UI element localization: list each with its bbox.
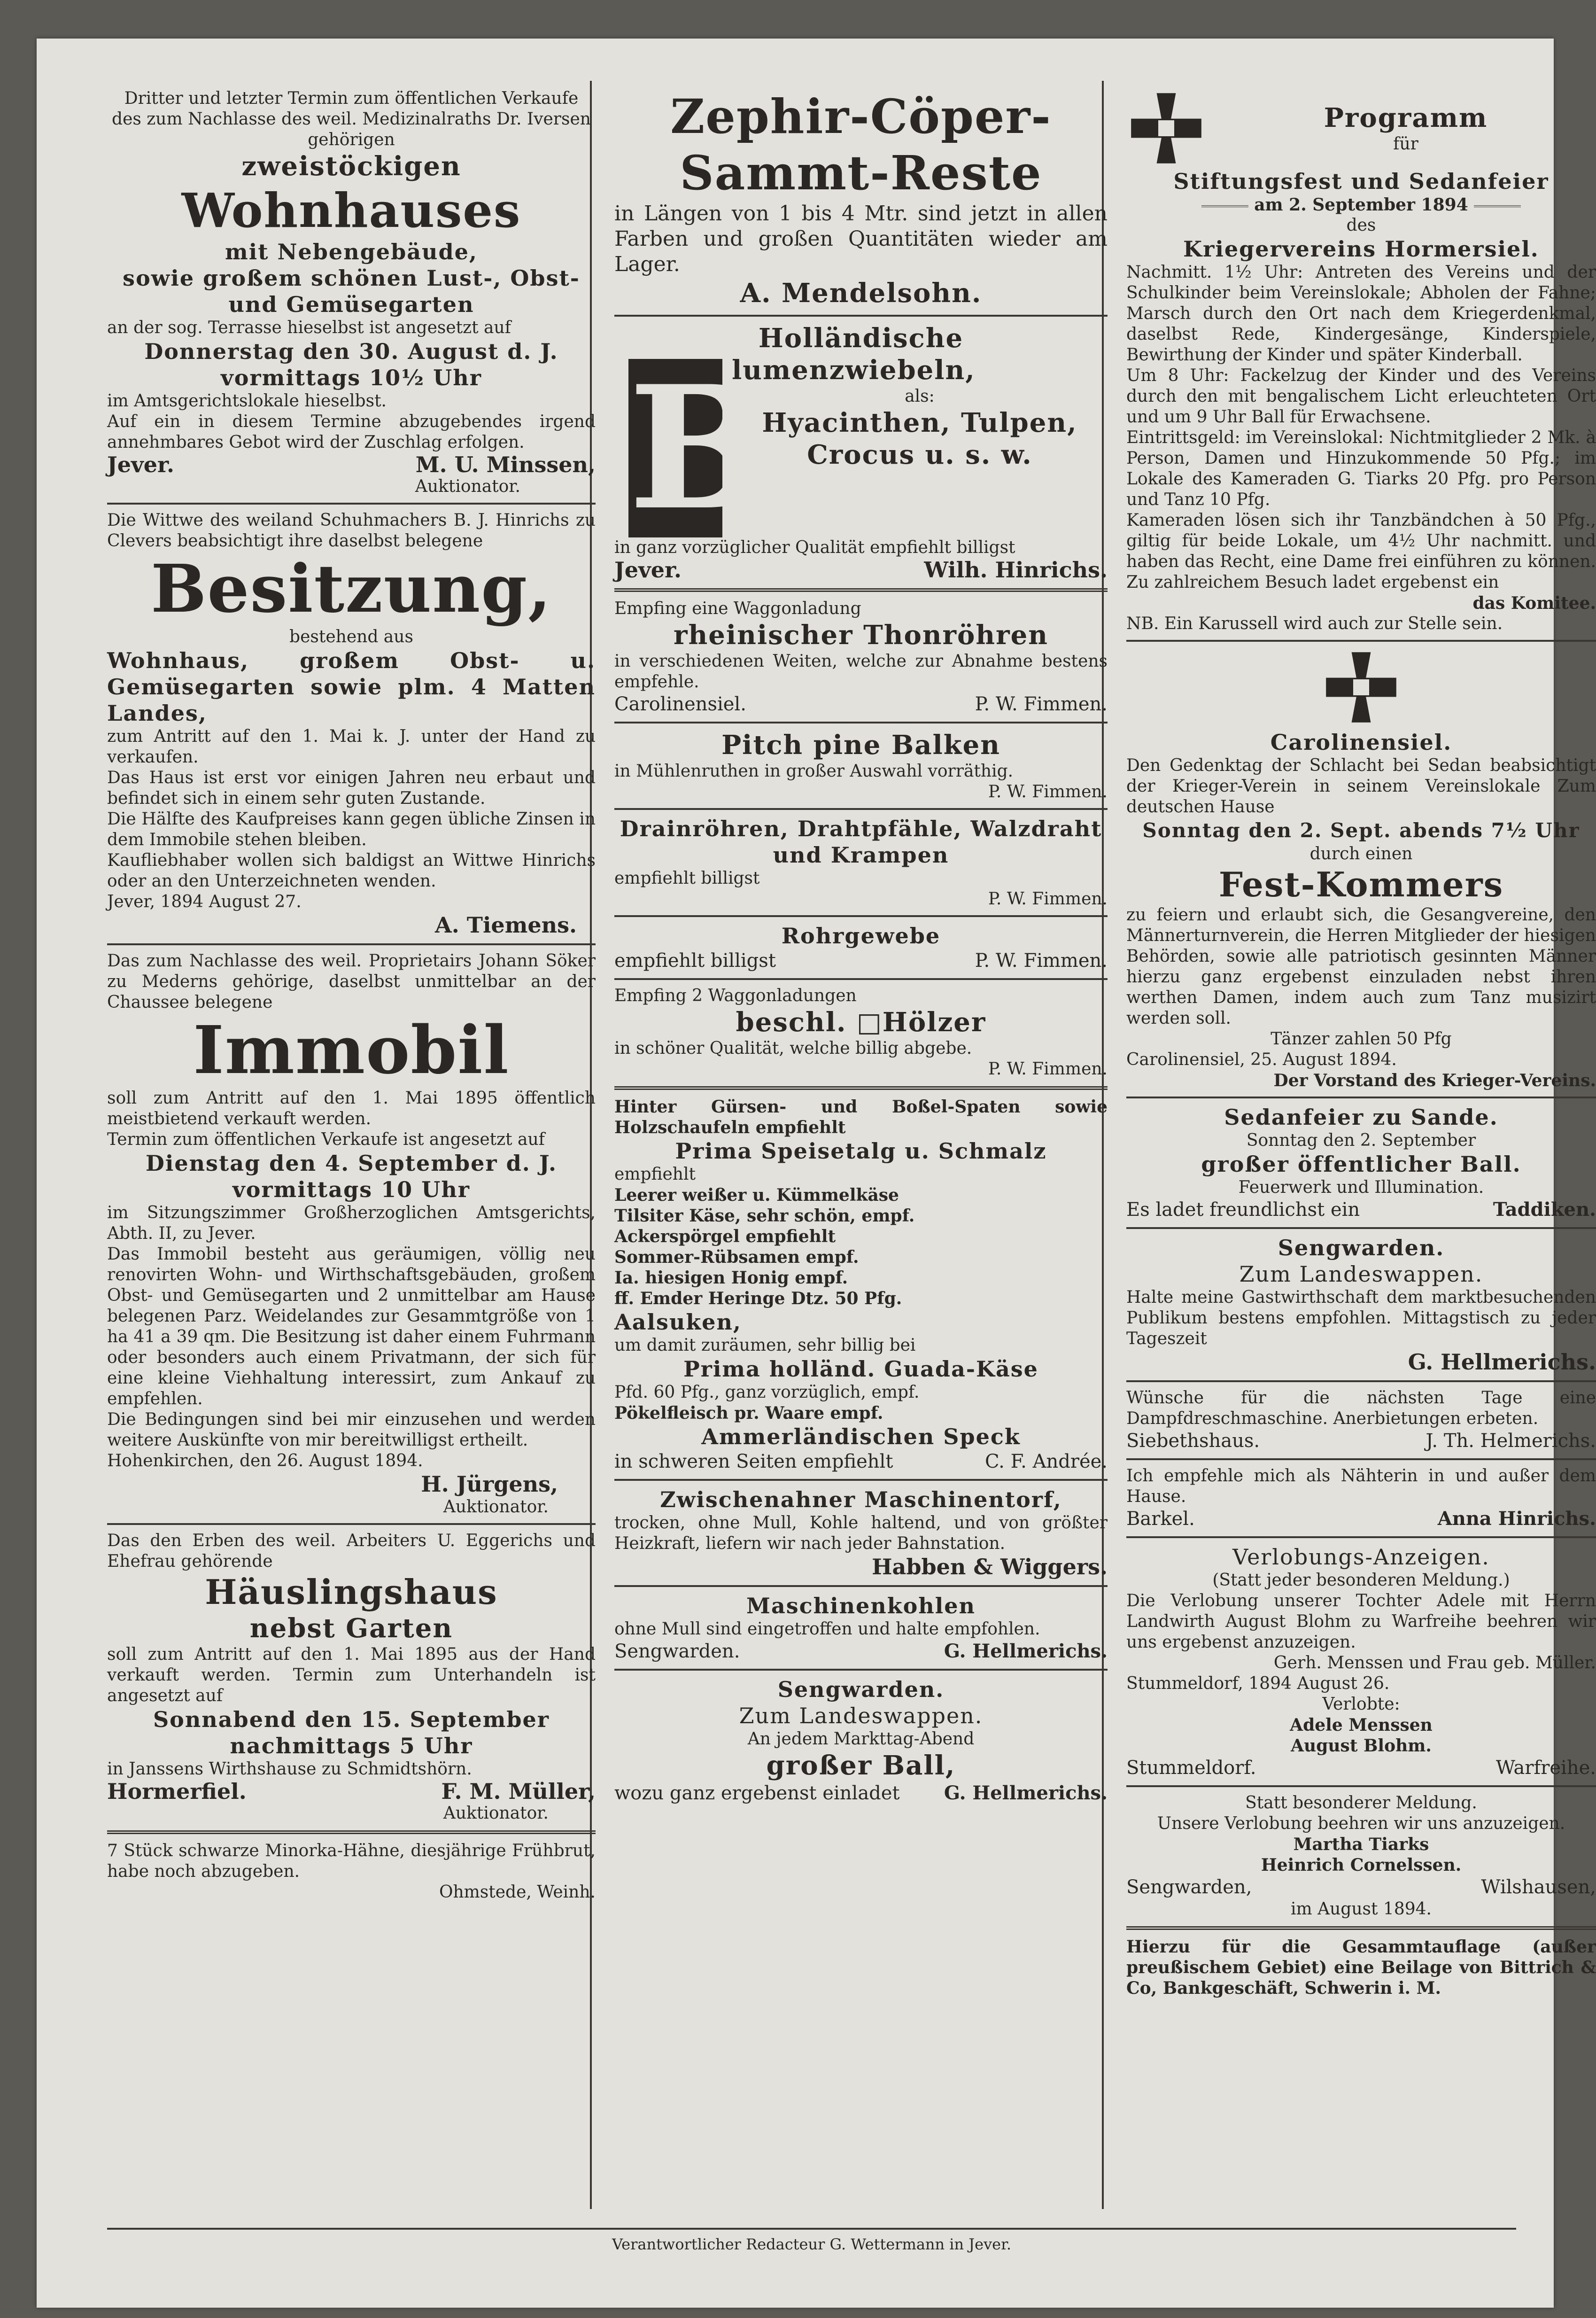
ad-text: Nachmitt. 1½ Uhr: Antreten des Vereins und der Schulkinder beim Vereinslokale; Abholen der Fahne; Marsch durch den Ort nach dem Kriegerdenkmal, daselbst Rede, Kindergesänge, Kinderspiele, Bewirthung der Kinder und später Kinderball. [1126, 263, 1596, 365]
ad-title: Drainröhren, Drahtpfähle, Walzdraht und Krampen [620, 816, 1102, 868]
ad-title: Besitzung, [151, 551, 552, 628]
ad-text: Sonntag den 2. September [1246, 1131, 1476, 1150]
ad-text: Verlobte: [1322, 1695, 1400, 1714]
divider [1126, 640, 1596, 642]
divider [614, 1086, 1108, 1090]
ad-text: soll zum Antritt auf den 1. Mai 1895 öffentlich meistbietend verkauft werden. [107, 1089, 596, 1128]
ad-text: empfiehlt [614, 1165, 696, 1184]
ad-text: ff. Emder Heringe Dtz. 50 Pfg. [614, 1289, 902, 1308]
ad-sengwarden-gastwirthschaft [1126, 1232, 1596, 1377]
ad-title: Aalsuken, [614, 1309, 742, 1335]
ad-intro: Empfing 2 Waggonladungen [614, 986, 857, 1005]
ad-signature: P. W. Fimmen. [975, 950, 1108, 972]
ad-place: Siebethshaus. [1126, 1430, 1260, 1452]
column-right [1126, 86, 1596, 2001]
divider [1126, 1227, 1596, 1229]
ad-place: Wilshausen, [1481, 1876, 1596, 1898]
divider [1126, 1097, 1596, 1098]
ad-signature: C. F. Andrée. [985, 1451, 1108, 1472]
ad-text: Termin zum öffentlichen Verkaufe ist angesetzt auf [107, 1130, 545, 1149]
ad-title: Häuslingshaus [205, 1572, 498, 1612]
ad-place: Jever. [107, 452, 175, 477]
ad-dreschmaschine [1126, 1385, 1596, 1455]
ad-text: Feuerwerk und Illumination. [1238, 1178, 1484, 1197]
ad-text: soll zum Antritt auf den 1. Mai 1895 aus der Hand verkauft werden. Termin zum Unterhandeln ist angesetzt auf [107, 1645, 596, 1705]
ad-text: empfiehlt billigst [614, 950, 776, 972]
ad-highlight: großer öffentlicher Ball. [1201, 1151, 1521, 1177]
ad-text: An jedem Markttag-Abend [747, 1729, 975, 1749]
ad-sengwarden-ball [614, 1673, 1108, 1808]
divider [614, 915, 1108, 917]
ad-date: Sonnabend den 15. September [153, 1707, 550, 1732]
ad-time: vormittags 10½ Uhr [221, 365, 482, 390]
ad-text: im Amtsgerichtslokale hieselbst. [107, 391, 387, 411]
ad-text: Die Verlobung unserer Tochter Adele mit Herrn Landwirth August Blohm zu Warfreihe beehren wir uns ergebenst anzuzeigen. [1126, 1591, 1596, 1652]
ad-verlobung-menssen [1126, 1541, 1596, 1782]
ad-intro: Dritter und letzter Termin zum öffentlichen Verkaufe des zum Nachlasse des weil. Medizinalraths Dr. Iversen gehörigen [112, 89, 591, 149]
ad-title: Ammerländischen Speck [701, 1424, 1021, 1449]
column-middle [614, 86, 1108, 1808]
ad-rohrgewebe [614, 920, 1108, 975]
divider [1126, 1785, 1596, 1787]
ad-text: Um 8 Uhr: Fackelzug der Kinder und des Vereins durch den mit bengalischem Licht erleuchteten Ort und um 9 Uhr Ball für Erwachsene. [1126, 366, 1596, 427]
ad-date: Dienstag den 4. September d. J. [145, 1151, 558, 1176]
ad-text: Halte meine Gastwirthschaft dem marktbesuchenden Publikum bestens empfohlen. Mittagstisch zu jeder Tageszeit [1126, 1288, 1596, 1348]
ad-title: Zephir-Cöper-Sammt-Reste [670, 89, 1052, 201]
ad-text: Es ladet freundlichst ein [1126, 1199, 1360, 1221]
divider [614, 1585, 1108, 1587]
divider [107, 1830, 596, 1834]
ad-text: (Statt jeder besonderen Meldung.) [1212, 1571, 1510, 1590]
ad-text: um damit zuräumen, sehr billig bei [614, 1336, 916, 1355]
ad-wohnhaus [107, 86, 596, 500]
ad-title: Wohnhauses [181, 183, 521, 238]
ad-signature: P. W. Fimmen. [988, 782, 1108, 801]
ad-name: August Blohm. [1291, 1736, 1432, 1756]
ad-title: beschl. □Hölzer [736, 1007, 986, 1038]
divider [107, 943, 596, 945]
ad-date: Stummeldorf, 1894 August 26. [1126, 1674, 1390, 1693]
ad-title: Programm [1324, 102, 1488, 133]
ad-text: Pfd. 60 Pfg., ganz vorzüglich, empf. [614, 1383, 920, 1402]
ad-signature: F. M. Müller, [441, 1779, 596, 1804]
ad-line: mit Nebengebäude, [225, 239, 478, 264]
ad-text: Den Gedenktag der Schlacht bei Sedan beabsichtigt der Krieger-Verein in seinem Vereinslokale Zum deutschen Hause [1126, 756, 1596, 817]
ad-text: Hierzu für die Gesammtauflage (außer preußischem Gebiet) eine Beilage von Bittrich & Co, Bankgeschäft, Schwerin i. M. [1126, 1937, 1596, 1998]
ad-immobil [107, 948, 596, 1520]
ad-text: Das Haus ist erst vor einigen Jahren neu erbaut und befindet sich in einem sehr guten Zustande. [107, 768, 596, 808]
divider [1126, 1926, 1596, 1930]
ad-text: Hinter Gürsen- und Boßel-Spaten sowie Holzschaufeln empfiehlt [614, 1097, 1108, 1137]
ad-title: Sengwarden. [777, 1677, 945, 1702]
ad-andree [614, 1094, 1108, 1476]
ad-signature: G. Hellmerichs. [1408, 1349, 1596, 1375]
ad-subtitle: Zum Landeswappen. [1239, 1261, 1483, 1287]
ad-thonroehren [614, 596, 1108, 719]
ad-minorka [107, 1838, 596, 1906]
ad-text: Tilsiter Käse, sehr schön, empf. [614, 1206, 915, 1226]
ad-hoelzer [614, 983, 1108, 1082]
ad-text: Statt besonderer Meldung. [1245, 1793, 1477, 1812]
ad-intro: Das zum Nachlasse des weil. Proprietairs Johann Söker zu Mederns gehörige, daselbst unmittelbar an der Chaussee belegene [107, 951, 596, 1012]
ad-text: für [1393, 134, 1418, 154]
ad-text: Sommer-Rübsamen empf. [614, 1247, 859, 1267]
ad-title: Carolinensiel. [1270, 730, 1452, 755]
ad-signature: Der Vorstand des Krieger-Vereins. [1273, 1071, 1596, 1090]
ad-time: nachmittags 5 Uhr [230, 1733, 473, 1758]
ad-text: Tänzer zahlen 50 Pfg [1271, 1029, 1452, 1049]
ad-signature: A. Tiemens. [435, 912, 577, 938]
divider [107, 1523, 596, 1525]
ad-highlight: großer Ball, [766, 1750, 956, 1781]
ad-subtitle: zweistöckigen [241, 151, 461, 182]
divider [1126, 1380, 1596, 1382]
ad-signature: Habben & Wiggers. [872, 1554, 1108, 1579]
ad-text: Pökelfleisch pr. Waare empf. [614, 1403, 883, 1423]
ad-highlight: Wohnhaus, großem Obst- u. Gemüsegarten sowie plm. 4 Matten Landes, [107, 648, 596, 726]
ad-text: trocken, ohne Mull, Kohle haltend, und von größter Heizkraft, liefern wir nach jeder Bahnstation. [614, 1513, 1108, 1553]
ad-title: Maschinenkohlen [746, 1593, 976, 1618]
iron-cross-icon [1321, 647, 1401, 727]
ad-text: 7 Stück schwarze Minorka-Hähne, diesjährige Frühbrut, habe noch abzugeben. [107, 1841, 596, 1881]
ad-title: Immobil [193, 1012, 510, 1089]
divider [614, 1669, 1108, 1671]
ad-sande [1126, 1101, 1596, 1224]
divider [614, 588, 1108, 592]
ad-signature: P. W. Fimmen. [975, 693, 1108, 715]
ad-name: Martha Tiarks [1293, 1835, 1429, 1854]
ad-title: Zwischenahner Maschinentorf, [660, 1487, 1062, 1512]
ad-text: Die Hälfte des Kaufpreises kann gegen übliche Zinsen in dem Immobile stehen bleiben. [107, 809, 596, 849]
ad-intro: Die Wittwe des weiland Schuhmachers B. J. Hinrichs zu Clevers beabsichtigt ihre daselbst belegene [107, 511, 596, 551]
divider [614, 808, 1108, 810]
ad-beilage [1126, 1934, 1596, 2001]
ad-subtitle: nebst Garten [249, 1613, 453, 1644]
page-footer: Verantwortlicher Redacteur G. Wettermann in Jever. [107, 2228, 1516, 2253]
ad-signature: Taddiken. [1493, 1198, 1596, 1221]
divider [1126, 1536, 1596, 1538]
divider [1126, 1458, 1596, 1460]
ad-signature: H. Jürgens, [421, 1471, 558, 1497]
ad-signature: das Komitee. [1472, 593, 1596, 613]
ad-haeuslingshaus [107, 1528, 596, 1827]
ad-intro: Das den Erben des weil. Arbeiters U. Eggerichs und Ehefrau gehörende [107, 1531, 596, 1571]
ad-text: in verschiedenen Weiten, welche zur Abnahme bestens empfehle. [614, 652, 1108, 692]
ad-text: Ia. hiesigen Honig empf. [614, 1268, 848, 1288]
ad-place: Hormerfiel. [107, 1779, 247, 1804]
ad-text: Ich empfehle mich als Nähterin in und außer dem Hause. [1126, 1466, 1596, 1506]
ad-time: vormittags 10 Uhr [232, 1177, 470, 1202]
ad-text: zu feiern und erlaubt sich, die Gesangvereine, den Männerturnverein, die Herren Mitglieder der hiesigen Behörden, sowie alle patriotisch gesinnten Männer hierzu ganz ergebenst einzuladen nebst ihren werthen Damen, indem auch zum Tanz musizirt werden soll. [1126, 905, 1596, 1028]
ad-signature: P. W. Fimmen. [988, 1059, 1108, 1079]
ad-signature: Ohmstede, Weinh. [439, 1882, 596, 1902]
ad-place: Barkel. [1126, 1508, 1195, 1530]
ad-maschinenkohlen [614, 1590, 1108, 1666]
ad-line: sowie großem schönen Lust-, Obst- und Gemüsegarten [123, 265, 580, 317]
newspaper-page [37, 39, 1596, 2308]
ad-title: Verlobungs-Anzeigen. [1232, 1544, 1490, 1570]
ad-place: Carolinensiel. [614, 693, 746, 715]
ad-text: bestehend aus [289, 627, 413, 646]
ad-place: Warfreihe. [1495, 1757, 1596, 1779]
ad-signature: G. Hellmerichs. [944, 1640, 1108, 1662]
ad-intro: Empfing eine Waggonladung [614, 599, 861, 618]
ad-text: in schöner Qualität, welche billig abgebe. [614, 1039, 972, 1058]
ad-besitzung [107, 507, 596, 941]
ad-text: Ackerspörgel empfiehlt [614, 1227, 836, 1246]
ad-text: Wünsche für die nächsten Tage eine Dampfdreschmaschine. Anerbietungen erbeten. [1126, 1388, 1596, 1428]
ad-text: in Längen von 1 bis 4 Mtr. sind jetzt in allen Farben und großen Quantitäten wieder am Lager. [614, 202, 1108, 276]
ad-date: im August 1894. [1291, 1899, 1432, 1919]
initial-letter: B [628, 349, 772, 547]
ad-signature: G. Hellmerichs. [944, 1782, 1108, 1804]
ad-pitch-pine [614, 726, 1108, 805]
ad-verlobung-tiarks [1126, 1790, 1596, 1922]
ad-role: Auktionator. [443, 1804, 549, 1823]
ad-name: Adele Menssen [1290, 1715, 1433, 1735]
ad-name: Heinrich Cornelssen. [1261, 1855, 1462, 1875]
ad-text: als: [905, 387, 935, 406]
ad-text: Leerer weißer u. Kümmelkäse [614, 1185, 899, 1205]
ad-signature: J. Th. Helmerichs. [1426, 1430, 1596, 1452]
column-left [107, 86, 596, 1906]
divider [614, 722, 1108, 723]
ad-place: Stummeldorf. [1126, 1757, 1256, 1779]
decor-line [1201, 205, 1248, 207]
ad-blumenzwiebeln [614, 319, 1108, 584]
ad-drainroehren [614, 813, 1108, 912]
ad-programm [1126, 86, 1596, 637]
ad-title: Stiftungsfest und Sedanfeier [1173, 169, 1549, 194]
ad-title: rheinischer Thonröhren [674, 620, 1048, 651]
ad-signature: A. Mendelsohn. [740, 278, 982, 309]
ad-place: Sengwarden, [1126, 1876, 1252, 1898]
ad-text: Auf ein in diesem Termine abzugebendes irgend annehmbares Gebot wird der Zuschlag erfolgen. [107, 412, 596, 452]
ad-title: Pitch pine Balken [721, 730, 1000, 761]
ad-text: Kameraden lösen sich ihr Tanzbändchen à 50 Pfg., giltig für beide Lokale, um 4½ Uhr nachmitt. und haben das Recht, eine Dame frei einführen zu können. Zu zahlreichem Besuch ladet ergebenst ein [1126, 511, 1596, 592]
ad-text: in Janssens Wirthshause zu Schmidtshörn. [107, 1759, 472, 1779]
ad-note: NB. Ein Karussell wird auch zur Stelle sein. [1126, 614, 1503, 633]
ad-signature: Gerh. Menssen und Frau geb. Müller. [1273, 1653, 1596, 1672]
ad-date: Sonntag den 2. Sept. abends 7½ Uhr [1142, 819, 1580, 842]
ad-text: in ganz vorzüglicher Qualität empfiehlt billigst [614, 538, 1015, 557]
ad-highlight: Fest-Kommers [1218, 864, 1504, 904]
ad-signature: Anna Hinrichs. [1437, 1508, 1596, 1530]
ad-text: empfiehlt billigst [614, 869, 760, 888]
ad-title: Sengwarden. [1278, 1235, 1445, 1260]
ad-text: Unsere Verlobung beehren wir uns anzuzeigen. [1157, 1814, 1565, 1833]
iron-cross-icon [1126, 88, 1206, 168]
divider [614, 978, 1108, 980]
ad-title: Holländische [758, 323, 964, 354]
decor-line [1474, 205, 1521, 207]
ad-text: Die Bedingungen sind bei mir einzusehen und werden weitere Auskünfte von mir bereitwilligst ertheilt. [107, 1410, 596, 1450]
ad-signature: M. U. Minssen, [415, 452, 596, 477]
ad-items: Hyacinthen, Tulpen, Crocus u. s. w. [762, 407, 1077, 470]
divider [614, 315, 1108, 317]
divider [107, 503, 596, 505]
ad-place: Sengwarden. [614, 1641, 740, 1662]
ad-date: Hohenkirchen, den 26. August 1894. [107, 1451, 423, 1470]
ad-date: Carolinensiel, 25. August 1894. [1126, 1050, 1397, 1069]
ad-date: Jever, 1894 August 27. [107, 892, 302, 911]
ad-date: Donnerstag den 30. August d. J. [144, 339, 558, 364]
ad-role: Auktionator. [415, 477, 520, 496]
ad-text: an der sog. Terrasse hieselbst ist angesetzt auf [107, 318, 511, 337]
ad-signature: Wilh. Hinrichs. [924, 557, 1108, 583]
ad-signature: P. W. Fimmen. [988, 889, 1108, 909]
ad-sammt-reste [614, 86, 1108, 312]
ad-text: wozu ganz ergebenst einladet [614, 1782, 900, 1804]
ad-text: ohne Mull sind eingetroffen und halte empfohlen. [614, 1619, 1040, 1639]
ad-role: Auktionator. [443, 1497, 549, 1517]
ad-text: Das Immobil besteht aus geräumigen, völlig neu renovirten Wohn- und Wirthschaftsgebäuden, großem Obst- und Gemüsegarten und 2 unmittelbar am Hause belegenen Parz. Weidelandes zur Gesammtgröße von 1 ha 41 a 39 qm. Die Besitzung ist daher einem Fuhrmann oder besonders auch einem Privatmann, der sich für eine kleine Viehhaltung interessirt, zum Ankauf zu empfehlen. [107, 1245, 596, 1408]
ad-text: zum Antritt auf den 1. Mai k. J. unter der Hand zu verkaufen. [107, 727, 596, 767]
ad-date: am 2. September 1894 [1254, 195, 1468, 215]
ad-text: in Mühlenruthen in großer Auswahl vorräthig. [614, 762, 1014, 781]
ad-place: Jever. [614, 557, 682, 583]
ad-text: durch einen [1309, 844, 1413, 863]
ad-text: in schweren Seiten empfiehlt [614, 1451, 893, 1472]
ad-text: Kaufliebhaber wollen sich baldigst an Wittwe Hinrichs oder an den Unterzeichneten wenden. [107, 851, 596, 891]
ad-subtitle: Zum Landeswappen. [739, 1703, 983, 1728]
ad-carolinensiel [1126, 645, 1596, 1094]
ad-text: des [1346, 216, 1376, 235]
ad-maschinentorf [614, 1484, 1108, 1582]
ad-title: Kriegervereins Hormersiel. [1183, 236, 1539, 262]
ad-title: Prima holländ. Guada-Käse [683, 1356, 1038, 1382]
ad-text: Eintrittsgeld: im Vereinslokal: Nichtmitglieder 2 Mk. à Person, Damen und Hinzukommende 50 Pfg.; im Lokale des Kameraden G. Tiarks 20 Pfg. pro Person und Tanz 10 Pfg. [1126, 428, 1596, 509]
ad-naehterin [1126, 1463, 1596, 1533]
ad-title: Prima Speisetalg u. Schmalz [675, 1138, 1047, 1164]
ad-title: Rohrgewebe [781, 923, 941, 949]
ad-text: im Sitzungszimmer Großherzoglichen Amtsgerichts, Abth. II, zu Jever. [107, 1203, 596, 1243]
divider [614, 1479, 1108, 1481]
ad-title: lumenzwiebeln, [732, 355, 976, 386]
ad-title: Sedanfeier zu Sande. [1224, 1105, 1498, 1130]
